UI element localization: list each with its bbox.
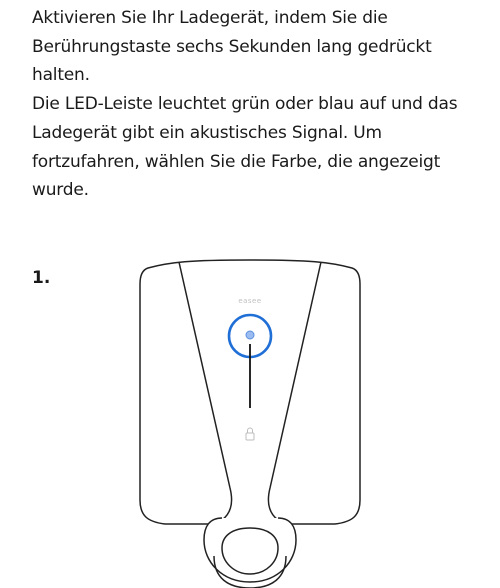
instruction-text (32, 4, 482, 205)
charger-illustration (130, 252, 370, 588)
touch-button-led (246, 331, 254, 339)
instruction-paragraph-led: Die LED-Leiste leuchtet grün oder blau auf und das Ladegerät gibt ein akustisches Signal. Um fortzufahren, wählen Sie die Farbe, die angezeigt wurde. (32, 94, 458, 201)
instruction-paragraph-activate: Aktivieren Sie Ihr Ladegerät, indem Sie die Berührungstaste sechs Sekunden lang gedrückt halten. (32, 8, 432, 86)
cable-holder-inner (222, 528, 278, 574)
charger-brand-logo: easee (238, 297, 262, 305)
step-number: 1. (32, 268, 51, 288)
